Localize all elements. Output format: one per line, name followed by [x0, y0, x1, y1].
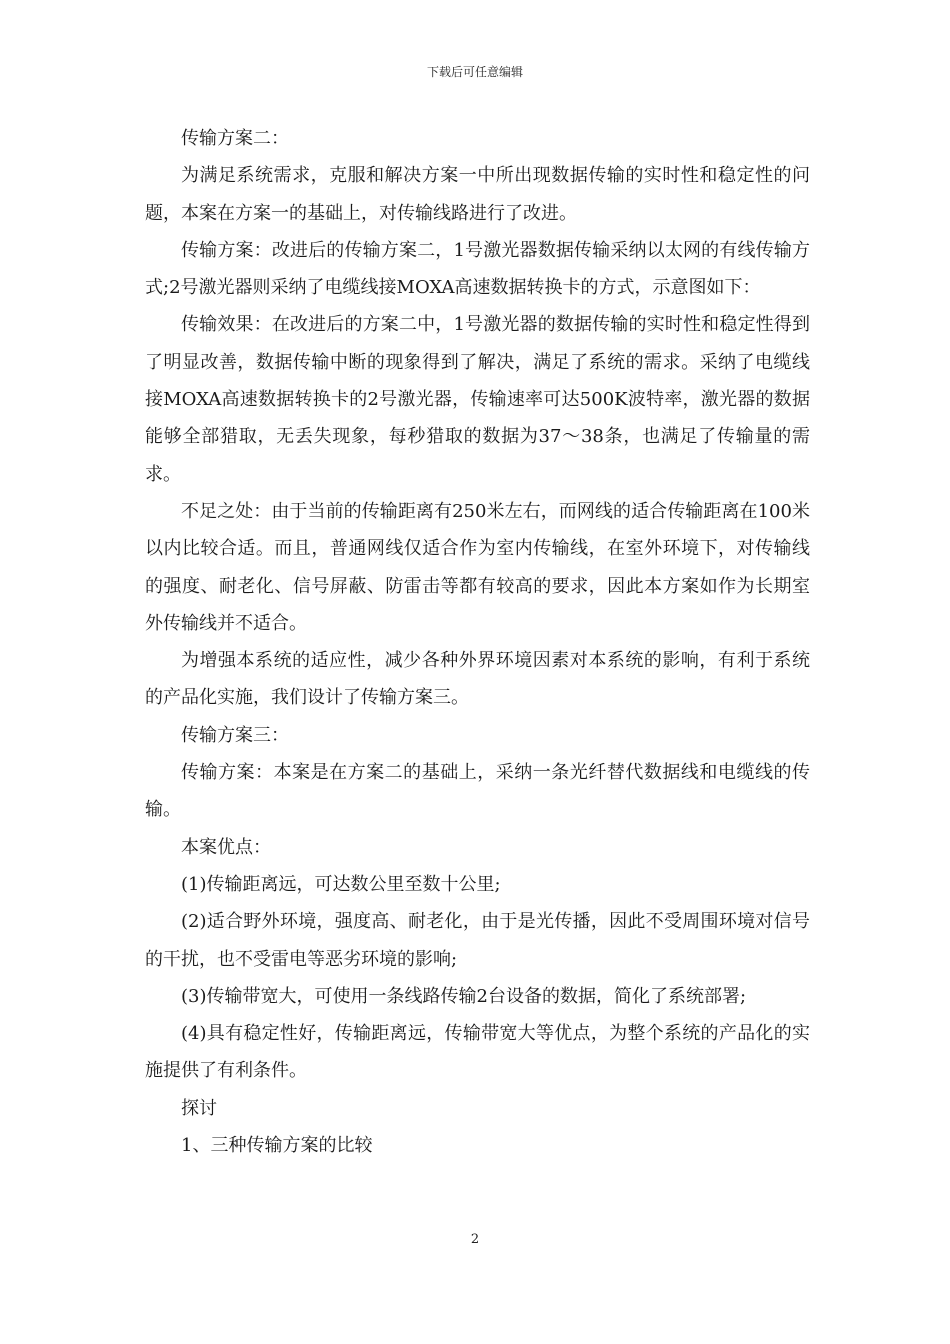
list-item-advantage-1: (1)传输距离远，可达数公里至数十公里;: [181, 873, 501, 895]
section-heading-discussion: 探讨: [181, 1097, 217, 1119]
paragraph-scheme-3-motivation: 为增强本系统的适应性，减少各种外界环境因素对本系统的影响，有利于系统的产品化实施，我们设计了传输方案三。: [145, 650, 810, 709]
list-item-advantage-4: (4)具有稳定性好，传输距离远，传输带宽大等优点，为整个系统的产品化的实施提供了有利条件。: [145, 1023, 810, 1082]
document-body: [145, 120, 810, 1164]
list-item-advantage-2: (2)适合野外环境，强度高、耐老化，由于是光传播，因此不受周围环境对信号的干扰，也不受雷电等恶劣环境的影响;: [145, 911, 810, 970]
page-header: 下载后可任意编辑: [426, 65, 523, 79]
paragraph-advantages-heading: 本案优点：: [181, 836, 271, 858]
list-item-advantage-3: (3)传输带宽大，可使用一条线路传输2台设备的数据，简化了系统部署;: [181, 985, 747, 1007]
page-number: 2: [470, 1232, 480, 1247]
section-heading-scheme-2: 传输方案二：: [181, 128, 289, 149]
paragraph-scheme-2-shortcoming: 不足之处：由于当前的传输距离有250米左右，而网线的适合传输距离在100米以内比较合适。而且，普通网线仅适合作为室内传输线，在室外环境下，对传输线的强度、耐老化、信号屏蔽、防雷击等都有较高的要求，因此本方案如作为长期室外传输线并不适合。: [145, 500, 810, 634]
paragraph-scheme-2-method: 传输方案：改进后的传输方案二，1号激光器数据传输采纳以太网的有线传输方式;2号激光器则采纳了电缆线接MOXA高速数据转换卡的方式，示意图如下：: [145, 239, 810, 299]
subsection-heading-comparison: 1、三种传输方案的比较: [181, 1135, 373, 1157]
paragraph-intro-scheme-2: 为满足系统需求，克服和解决方案一中所出现数据传输的实时性和稳定性的问题，本案在方案一的基础上，对传输线路进行了改进。: [145, 165, 810, 224]
section-heading-scheme-3: 传输方案三：: [181, 724, 289, 746]
paragraph-scheme-2-effect: 传输效果：在改进后的方案二中，1号激光器的数据传输的实时性和稳定性得到了明显改善，数据传输中断的现象得到了解决，满足了系统的需求。采纳了电缆线接MOXA高速数据转换卡的2号激光器，传输速率可达500K波特率，激光器的数据能够全部猎取，无丢失现象，每秒猎取的数据为37～38条，也满足了传输量的需求。: [145, 314, 810, 485]
paragraph-scheme-3-method: 传输方案：本案是在方案二的基础上，采纳一条光纤替代数据线和电缆线的传输。: [145, 762, 810, 821]
